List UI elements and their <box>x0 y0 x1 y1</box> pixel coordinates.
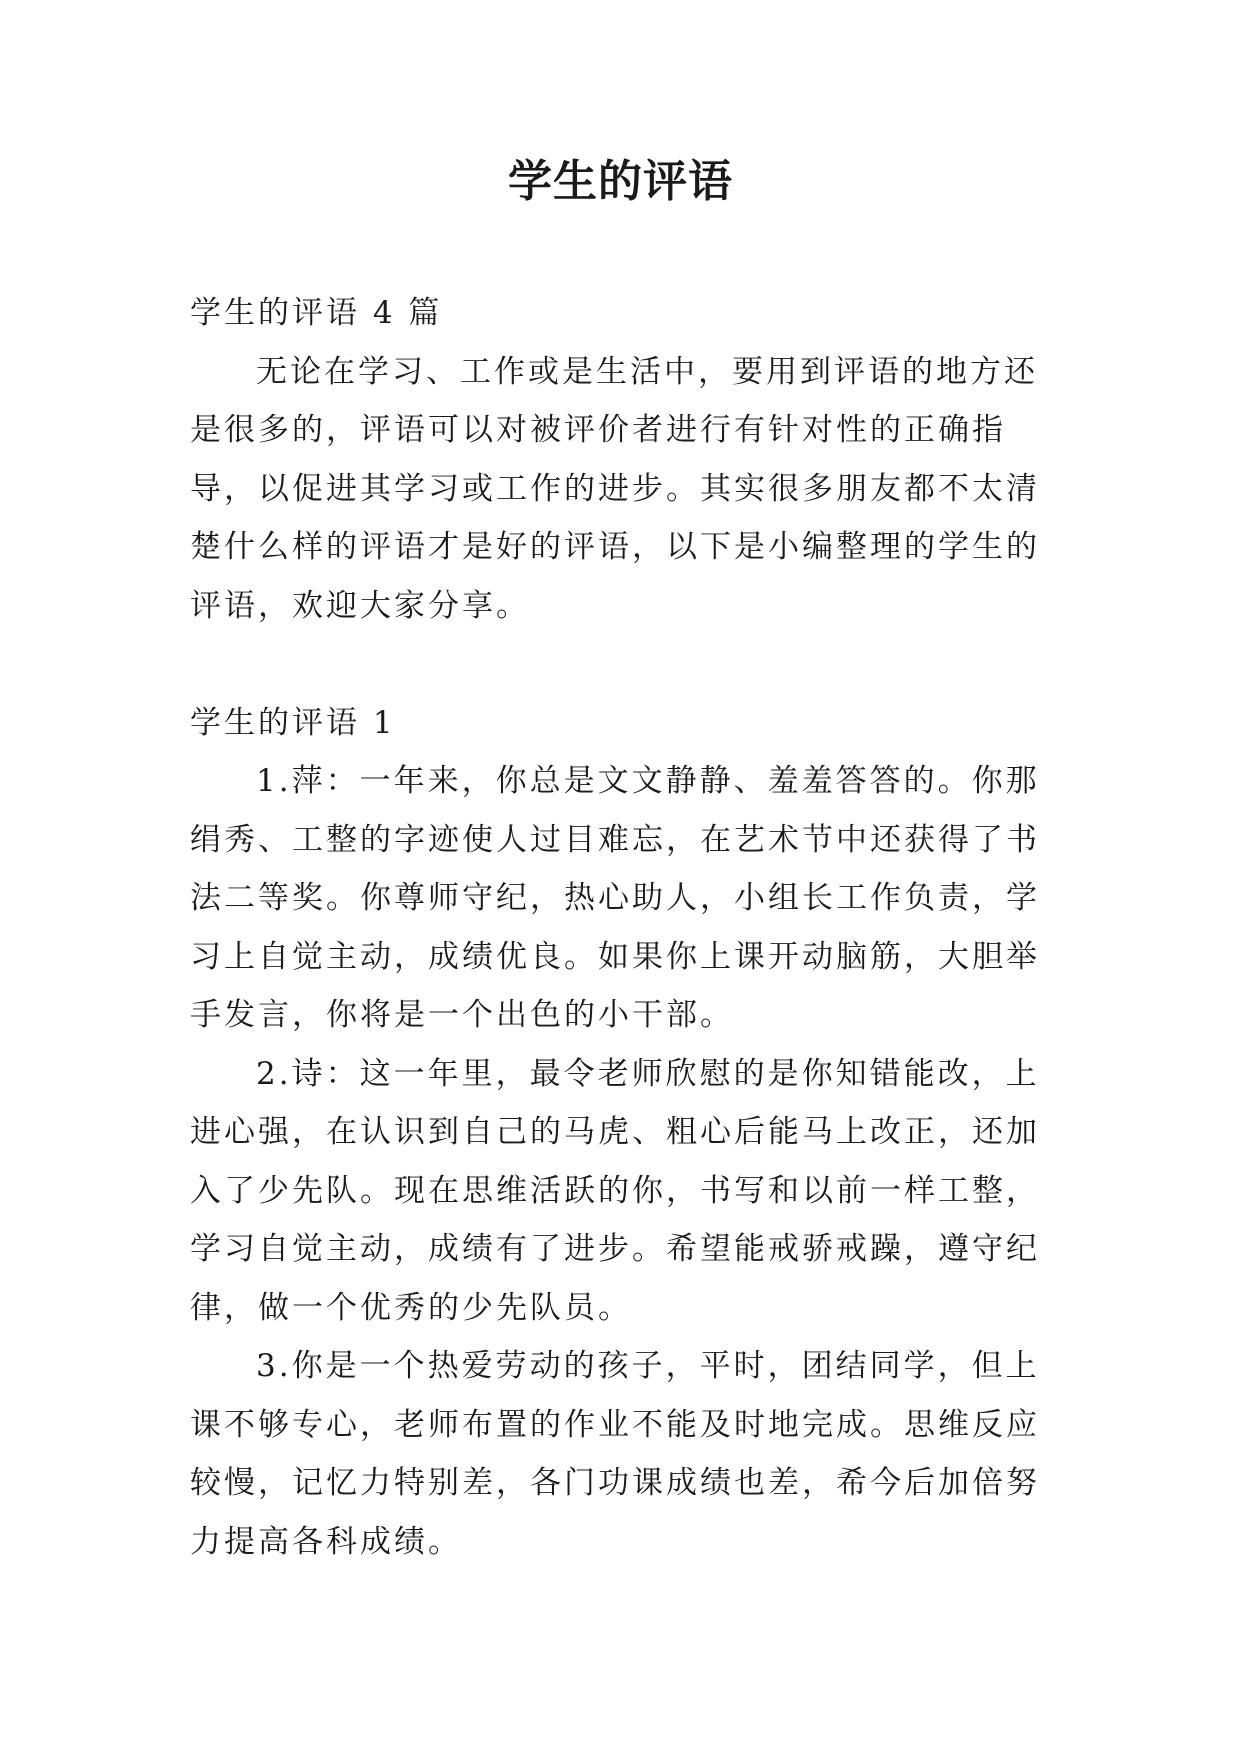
document-title: 学生的评语 <box>508 156 733 207</box>
comment-item-1: 1.萍：一年来，你总是文文静静、羞羞答答的。你那绢秀、工整的字迹使人过目难忘，在艺术节中还获得了书法二等奖。你尊师守纪，热心助人，小组长工作负责，学习上自觉主动，成绩优良。如果你上课开动脑筋，大胆举手发言，你将是一个出色的小干部。 <box>190 763 1040 1033</box>
intro-paragraph: 无论在学习、工作或是生活中，要用到评语的地方还是很多的，评语可以对被评价者进行有针对性的正确指导，以促进其学习或工作的进步。其实很多朋友都不太清楚什么样的评语才是好的评语，以下是小编整理的学生的评语，欢迎大家分享。 <box>190 353 1040 624</box>
section-heading: 学生的评语 1 <box>190 704 396 741</box>
document-subtitle: 学生的评语 4 篇 <box>190 295 443 331</box>
comment-item-2: 2.诗：这一年里，最令老师欣慰的是你知错能改，上进心强，在认识到自己的马虎、粗心后能马上改正，还加入了少先队。现在思维活跃的你，书写和以前一样工整，学习自觉主动，成绩有了进步。希望能戒骄戒躁，遵守纪律，做一个优秀的少先队员。 <box>190 1055 1040 1326</box>
document-body <box>190 284 1050 1571</box>
paragraph-spacer <box>190 635 1050 694</box>
comment-item-3: 3.你是一个热爱劳动的孩子，平时，团结同学，但上课不够专心，老师布置的作业不能及时地完成。思维反应较慢，记忆力特别差，各门功课成绩也差，希今后加倍努力提高各科成绩。 <box>190 1348 1040 1560</box>
